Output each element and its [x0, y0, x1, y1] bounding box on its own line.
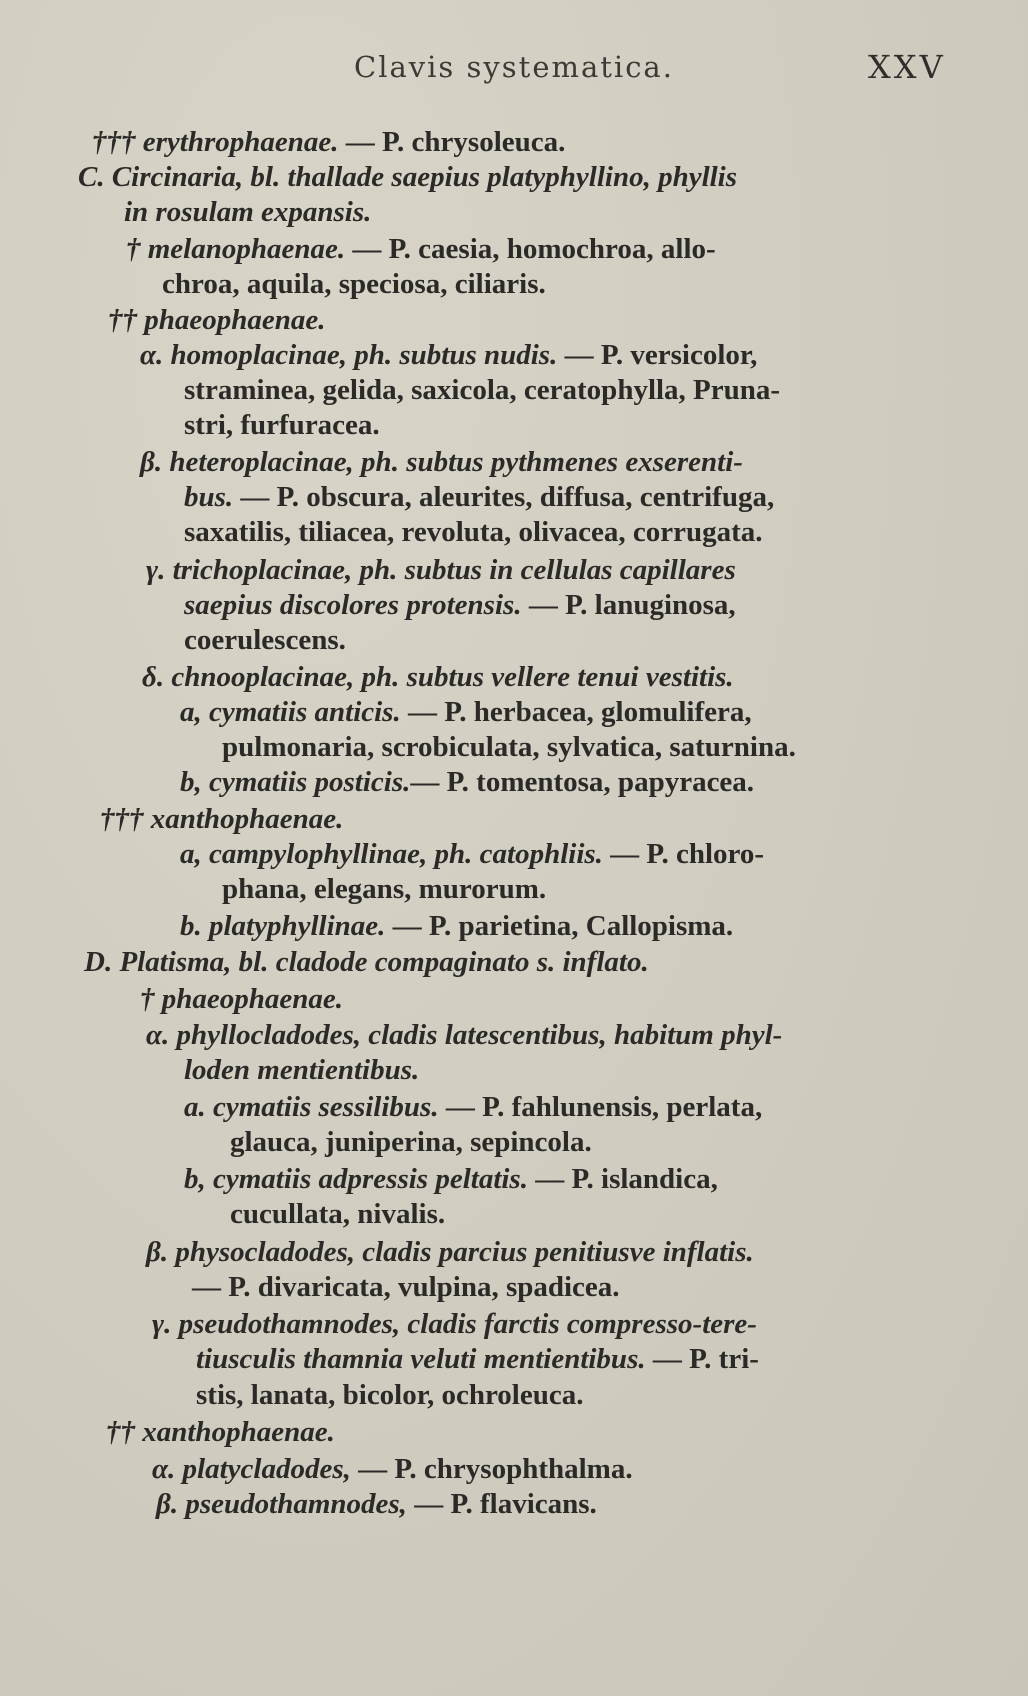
text-line [222, 730, 796, 764]
text-line [196, 1342, 759, 1376]
line-taxon-text: melanophaenae. [147, 233, 346, 265]
text-line [78, 160, 737, 194]
line-taxon-text: phyllocladodes, cladis latescentibus, habitum phyl- [176, 1019, 783, 1051]
line-taxon-text: loden mentientibus. [184, 1054, 420, 1086]
line-marker: † [126, 233, 148, 265]
text-line [184, 1090, 762, 1124]
text-line [146, 1235, 754, 1269]
text-line [84, 945, 649, 979]
line-marker: α. [152, 1453, 183, 1485]
text-line [180, 695, 752, 729]
line-species-text: coerulescens. [184, 624, 346, 656]
text-line [184, 1162, 718, 1196]
text-line [184, 373, 780, 407]
line-species-text: chroa, aquila, speciosa, ciliaris. [162, 268, 546, 300]
line-taxon-text: xanthophaenae. [150, 803, 344, 835]
text-line [140, 445, 743, 479]
line-marker: b, [184, 1163, 213, 1195]
line-species-text: phana, elegans, murorum. [222, 873, 547, 905]
line-taxon-text: heteroplacinae, ph. subtus pythmenes exserenti- [169, 446, 743, 478]
line-marker: ††† [92, 126, 143, 158]
text-line [180, 909, 733, 943]
line-marker: †† [106, 1416, 143, 1448]
line-species-text: straminea, gelida, saxicola, ceratophylla, Pruna- [184, 374, 781, 406]
line-species-text: — P. tomentosa, papyracea. [410, 766, 755, 798]
page-number: XXV [868, 48, 946, 86]
line-taxon-text: chnooplacinae, ph. subtus vellere tenui vestitis. [171, 661, 734, 693]
line-species-text: stri, furfuracea. [184, 409, 380, 441]
line-species-text: — P. lanuginosa, [521, 589, 736, 621]
line-species-text: cucullata, nivalis. [230, 1198, 446, 1230]
text-line [184, 588, 736, 622]
line-taxon-text: cymatiis sessilibus. [213, 1091, 439, 1123]
line-marker: D. [84, 946, 120, 978]
line-taxon-text: platyphyllinae. [209, 910, 386, 942]
line-taxon-text: trichoplacinae, ph. subtus in cellulas capillares [172, 554, 736, 586]
line-taxon-text: xanthophaenae. [142, 1416, 335, 1448]
text-line [106, 1415, 335, 1449]
line-taxon-text: pseudothamnodes, cladis farctis compresso-tere- [178, 1308, 757, 1340]
line-marker: α. [140, 339, 171, 371]
text-line [192, 1270, 620, 1304]
line-species-text: — P. divaricata, vulpina, spadicea. [192, 1271, 620, 1303]
line-taxon-text: Circinaria, bl. thallade saepius platyphyllino, phyllis [111, 161, 738, 193]
line-taxon-text: cymatiis posticis. [209, 766, 411, 798]
text-line [140, 338, 757, 372]
line-marker: β. [146, 1236, 176, 1268]
text-line [146, 1018, 782, 1052]
line-taxon-text: in rosulam expansis. [124, 196, 372, 228]
line-taxon-text: cymatiis anticis. [209, 696, 401, 728]
text-line [146, 553, 736, 587]
text-line [100, 802, 343, 836]
line-marker: b, [180, 766, 209, 798]
line-taxon-text: physocladodes, cladis parcius penitiusve inflatis. [175, 1236, 754, 1268]
line-species-text: — P. chrysoleuca. [338, 126, 566, 158]
text-line [162, 267, 546, 301]
text-line [140, 982, 343, 1016]
text-line [180, 765, 754, 799]
line-species-text: saxatilis, tiliacea, revoluta, olivacea, corrugata. [184, 516, 763, 548]
line-taxon-text: erythrophaenae. [142, 126, 339, 158]
line-species-text: — P. herbacea, glomulifera, [400, 696, 752, 728]
line-marker: a, [180, 696, 209, 728]
line-species-text: — P. caesia, homochroa, allo- [345, 233, 716, 265]
line-species-text: — P. islandica, [527, 1163, 718, 1195]
line-marker: b. [180, 910, 209, 942]
text-line [230, 1125, 592, 1159]
line-marker: a. [184, 1091, 213, 1123]
text-line [184, 408, 380, 442]
line-species-text: — P. versicolor, [557, 339, 758, 371]
line-species-text: — P. flavicans. [406, 1488, 597, 1520]
text-line [124, 195, 371, 229]
line-taxon-text: platycladodes, [182, 1453, 351, 1485]
line-species-text: — P. tri- [645, 1343, 759, 1375]
text-line [108, 303, 326, 337]
line-marker: ††† [100, 803, 151, 835]
text-line [92, 125, 565, 159]
line-marker: γ. [152, 1308, 179, 1340]
line-species-text: stis, lanata, bicolor, ochroleuca. [196, 1379, 584, 1411]
text-line [126, 232, 716, 266]
line-species-text: — P. obscura, aleurites, diffusa, centrifuga, [233, 481, 775, 513]
line-marker: β. [156, 1488, 186, 1520]
line-marker: † [140, 983, 162, 1015]
line-taxon-text: cymatiis adpressis peltatis. [213, 1163, 528, 1195]
text-line [152, 1452, 633, 1486]
line-marker: a, [180, 838, 209, 870]
line-species-text: pulmonaria, scrobiculata, sylvatica, saturnina. [222, 731, 796, 763]
line-taxon-text: phaeophaenae. [161, 983, 343, 1015]
text-line [196, 1378, 583, 1412]
text-line [230, 1197, 445, 1231]
line-marker: δ. [142, 661, 172, 693]
text-line [142, 660, 734, 694]
line-taxon-text: campylophyllinae, ph. catophliis. [209, 838, 603, 870]
text-line [156, 1487, 597, 1521]
text-line [222, 872, 546, 906]
line-marker: α. [146, 1019, 177, 1051]
text-line [184, 480, 774, 514]
line-marker: †† [108, 304, 145, 336]
line-marker: β. [140, 446, 170, 478]
line-species-text: — P. fahlunensis, perlata, [438, 1091, 763, 1123]
text-line [184, 515, 763, 549]
line-taxon-text: homoplacinae, ph. subtus nudis. [170, 339, 558, 371]
line-species-text: glauca, juniperina, sepincola. [230, 1126, 592, 1158]
line-taxon-text: tiusculis thamnia veluti mentientibus. [196, 1343, 646, 1375]
line-taxon-text: bus. [184, 481, 234, 513]
line-taxon-text: phaeophaenae. [144, 304, 326, 336]
text-line [152, 1307, 757, 1341]
text-line [184, 623, 346, 657]
line-taxon-text: pseudothamnodes, [185, 1488, 407, 1520]
line-species-text: — P. parietina, Callopisma. [385, 910, 734, 942]
line-species-text: — P. chrysophthalma. [350, 1453, 633, 1485]
line-species-text: — P. chloro- [602, 838, 765, 870]
text-line [180, 837, 764, 871]
line-taxon-text: saepius discolores protensis. [184, 589, 522, 621]
line-taxon-text: Platisma, bl. cladode compaginato s. inflato. [119, 946, 649, 978]
line-marker: C. [78, 161, 112, 193]
text-line [184, 1053, 419, 1087]
running-header-title: Clavis systematica. [354, 50, 674, 84]
line-marker: γ. [146, 554, 173, 586]
